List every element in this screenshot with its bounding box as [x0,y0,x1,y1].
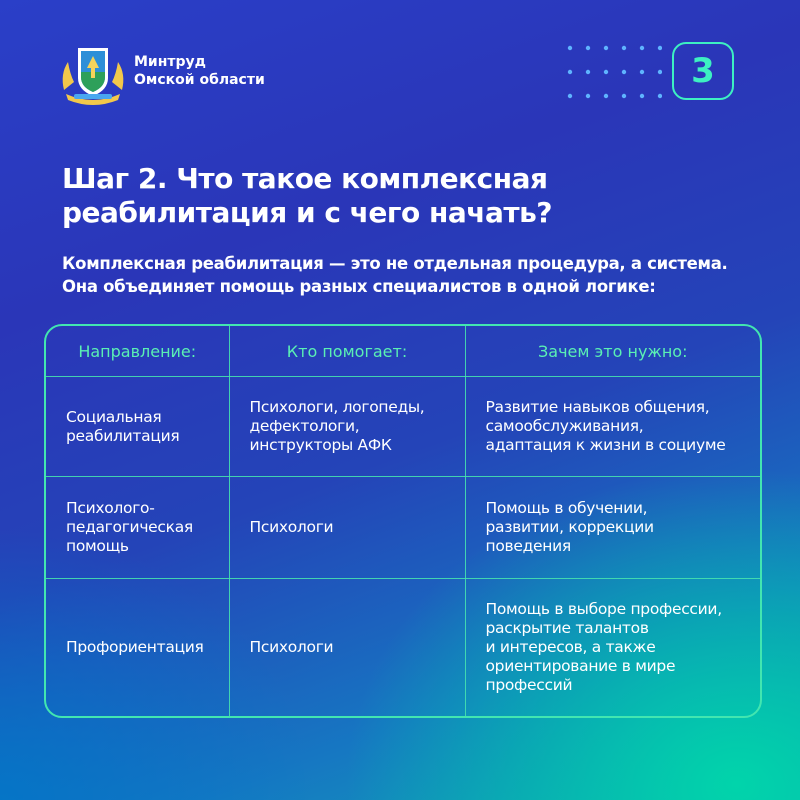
cell-direction [46,579,229,717]
cell-line: самообслуживания, [485,417,644,435]
cell-who [229,377,465,477]
organization-name-line1: Минтруд [134,54,206,70]
page-title [62,162,722,230]
column-header-who: Кто помогает: [229,326,465,377]
cell-line: адаптация к жизни в социуме [485,436,726,454]
table-row [46,579,760,717]
dots-grid-icon [566,44,662,100]
cell-line: Психолого- [66,499,155,517]
step-number-badge: 3 [672,42,734,100]
cell-direction [46,377,229,477]
column-header-direction: Направление: [46,326,229,377]
cell-line: Профориентация [66,638,204,656]
cell-line: Психологи [249,518,334,536]
cell-line: профессий [485,676,573,694]
table-header-row [46,326,760,377]
cell-line: педагогическая [66,518,193,536]
cell-line: поведения [485,537,571,555]
cell-why [465,377,760,477]
table-row [46,477,760,579]
organization-name-line2: Омской области [134,72,265,88]
cell-line: дефектологи, [249,417,360,435]
intro-text [62,252,782,298]
cell-line: Помощь в выборе профессии, [485,600,722,618]
cell-who [229,579,465,717]
intro-text-line2: Она объединяет помощь разных специалистов в одной логике: [62,277,656,296]
cell-line: и интересов, а также [485,638,656,656]
cell-direction [46,477,229,579]
cell-why [465,579,760,717]
cell-line: раскрытие талантов [485,619,649,637]
coat-of-arms-icon [58,44,128,106]
rehabilitation-table-grid [46,326,760,716]
page-title-line1: Шаг 2. Что такое комплексная [62,162,548,195]
cell-line: Социальная [66,407,162,426]
page-title-line2: реабилитация и с чего начать? [62,196,553,229]
cell-line: ориентирование в мире [485,657,676,675]
cell-line: Развитие навыков общения, [485,398,710,416]
table-row [46,377,760,477]
cell-line: инструкторы АФК [249,436,392,454]
cell-line: Помощь в обучении, [485,499,648,517]
cell-line: помощь [66,537,129,555]
cell-who [229,477,465,579]
cell-line: Психологи [249,638,334,656]
cell-line: развитии, коррекции [485,518,654,536]
organization-name [134,53,265,89]
rehabilitation-table [44,324,762,718]
cell-line: реабилитация [66,426,180,445]
cell-line: Психологи, логопеды, [249,398,425,416]
cell-why [465,477,760,579]
column-header-why: Зачем это нужно: [465,326,760,377]
intro-text-line1: Комплексная реабилитация — это не отдельная процедура, а система. [62,254,728,273]
